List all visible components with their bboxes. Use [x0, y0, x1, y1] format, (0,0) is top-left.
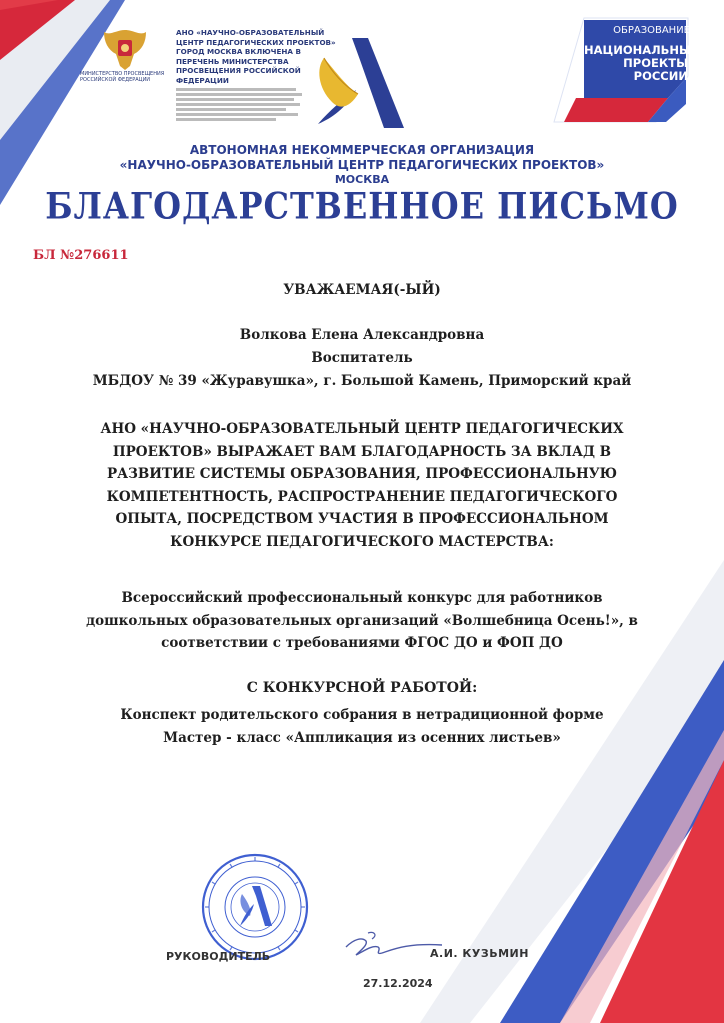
issuer-line-2: «НАУЧНО-ОБРАЗОВАТЕЛЬНЫЙ ЦЕНТР ПЕДАГОГИЧЕСКИХ ПРОЕКТОВ» — [119, 158, 605, 172]
work-line: Мастер - класс «Аппликация из осенних листьев» — [163, 729, 561, 746]
round-seal-stamp — [200, 852, 310, 962]
gratitude-line: ОПЫТА, ПОСРЕДСТВОМ УЧАСТИЯ В ПРОФЕССИОНАЛЬНОМ — [115, 511, 609, 527]
gratitude-line: КОНКУРСЕ ПЕДАГОГИЧЕСКОГО МАСТЕРСТВА: — [170, 533, 554, 550]
gratitude-line: ПРОЕКТОВ» ВЫРАЖАЕТ ВАМ БЛАГОДАРНОСТЬ ЗА ВКЛАД В — [112, 443, 612, 460]
issuer-line-3: МОСКВА — [334, 173, 390, 186]
contest-line: Всероссийский профессиональный конкурс для работников — [121, 590, 603, 606]
work-heading: С КОНКУРСНОЙ РАБОТОЙ: — [246, 680, 478, 696]
issuer-line-1: АВТОНОМНАЯ НЕКОММЕРЧЕСКАЯ ОРГАНИЗАЦИЯ — [189, 143, 535, 157]
contest-line: соответствии с требованиями ФГОС ДО и ФОП ДО — [161, 635, 563, 651]
header-small-print — [176, 88, 306, 123]
gratitude-line: КОМПЕТЕНТНОСТЬ, РАСПРОСТРАНЕНИЕ ПЕДАГОГИЧЕСКОГО — [106, 488, 618, 505]
ministry-caption: МИНИСТЕРСТВО ПРОСВЕЩЕНИЯ РОССИЙСКОЙ ФЕДЕРАЦИИ — [80, 71, 165, 83]
recipient-institution: МБДОУ № 39 «Журавушка», г. Большой Камень, Приморский край — [92, 373, 632, 389]
document-title: БЛАГОДАРСТВЕННОЕ ПИСЬМО — [45, 184, 679, 228]
signature-role: РУКОВОДИТЕЛЬ — [166, 950, 271, 963]
gratitude-line: АНО «НАУЧНО-ОБРАЗОВАТЕЛЬНЫЙ ЦЕНТР ПЕДАГОГИЧЕСКИХ — [100, 421, 624, 437]
np-title: НАЦИОНАЛЬНЫЕ ПРОЕКТЫ РОССИИ — [584, 43, 699, 83]
recipient-name: Волкова Елена Александровна — [239, 327, 485, 343]
greeting: УВАЖАЕМАЯ(-ЫЙ) — [283, 282, 441, 298]
gratitude-paragraph — [0, 418, 724, 553]
header-org-text: АНО «НАУЧНО-ОБРАЗОВАТЕЛЬНЫЙ ЦЕНТР ПЕДАГОГИЧЕСКИХ ПРОЕКТОВ» ГОРОД МОСКВА ВКЛЮЧЕНА В ПЕРЕЧЕНЬ МИНИСТЕРСТВА ПРОСВЕЩЕНИЯ РОССИЙСКОЙ ФЕДЕРАЦИИ — [176, 28, 336, 85]
contest-paragraph — [0, 587, 724, 655]
contest-line: дошкольных образовательных организаций «Волшебница Осень!», в — [86, 612, 638, 629]
document-number: БЛ №276611 — [33, 248, 129, 263]
signature-date: 27.12.2024 — [363, 977, 433, 990]
recipient-position: Воспитатель — [311, 350, 413, 366]
signature-name: А.И. КУЗЬМИН — [430, 947, 529, 960]
center-logo-icon — [312, 38, 408, 130]
coat-of-arms-emblem-icon — [96, 26, 154, 72]
work-line: Конспект родительского собрания в нетрадиционной форме — [120, 707, 604, 723]
np-education-label: ОБРАЗОВАНИЕ — [613, 25, 690, 36]
gratitude-line: РАЗВИТИЕ СИСТЕМЫ ОБРАЗОВАНИЯ, ПРОФЕССИОНАЛЬНУЮ — [106, 466, 618, 482]
work-paragraph — [0, 704, 724, 749]
